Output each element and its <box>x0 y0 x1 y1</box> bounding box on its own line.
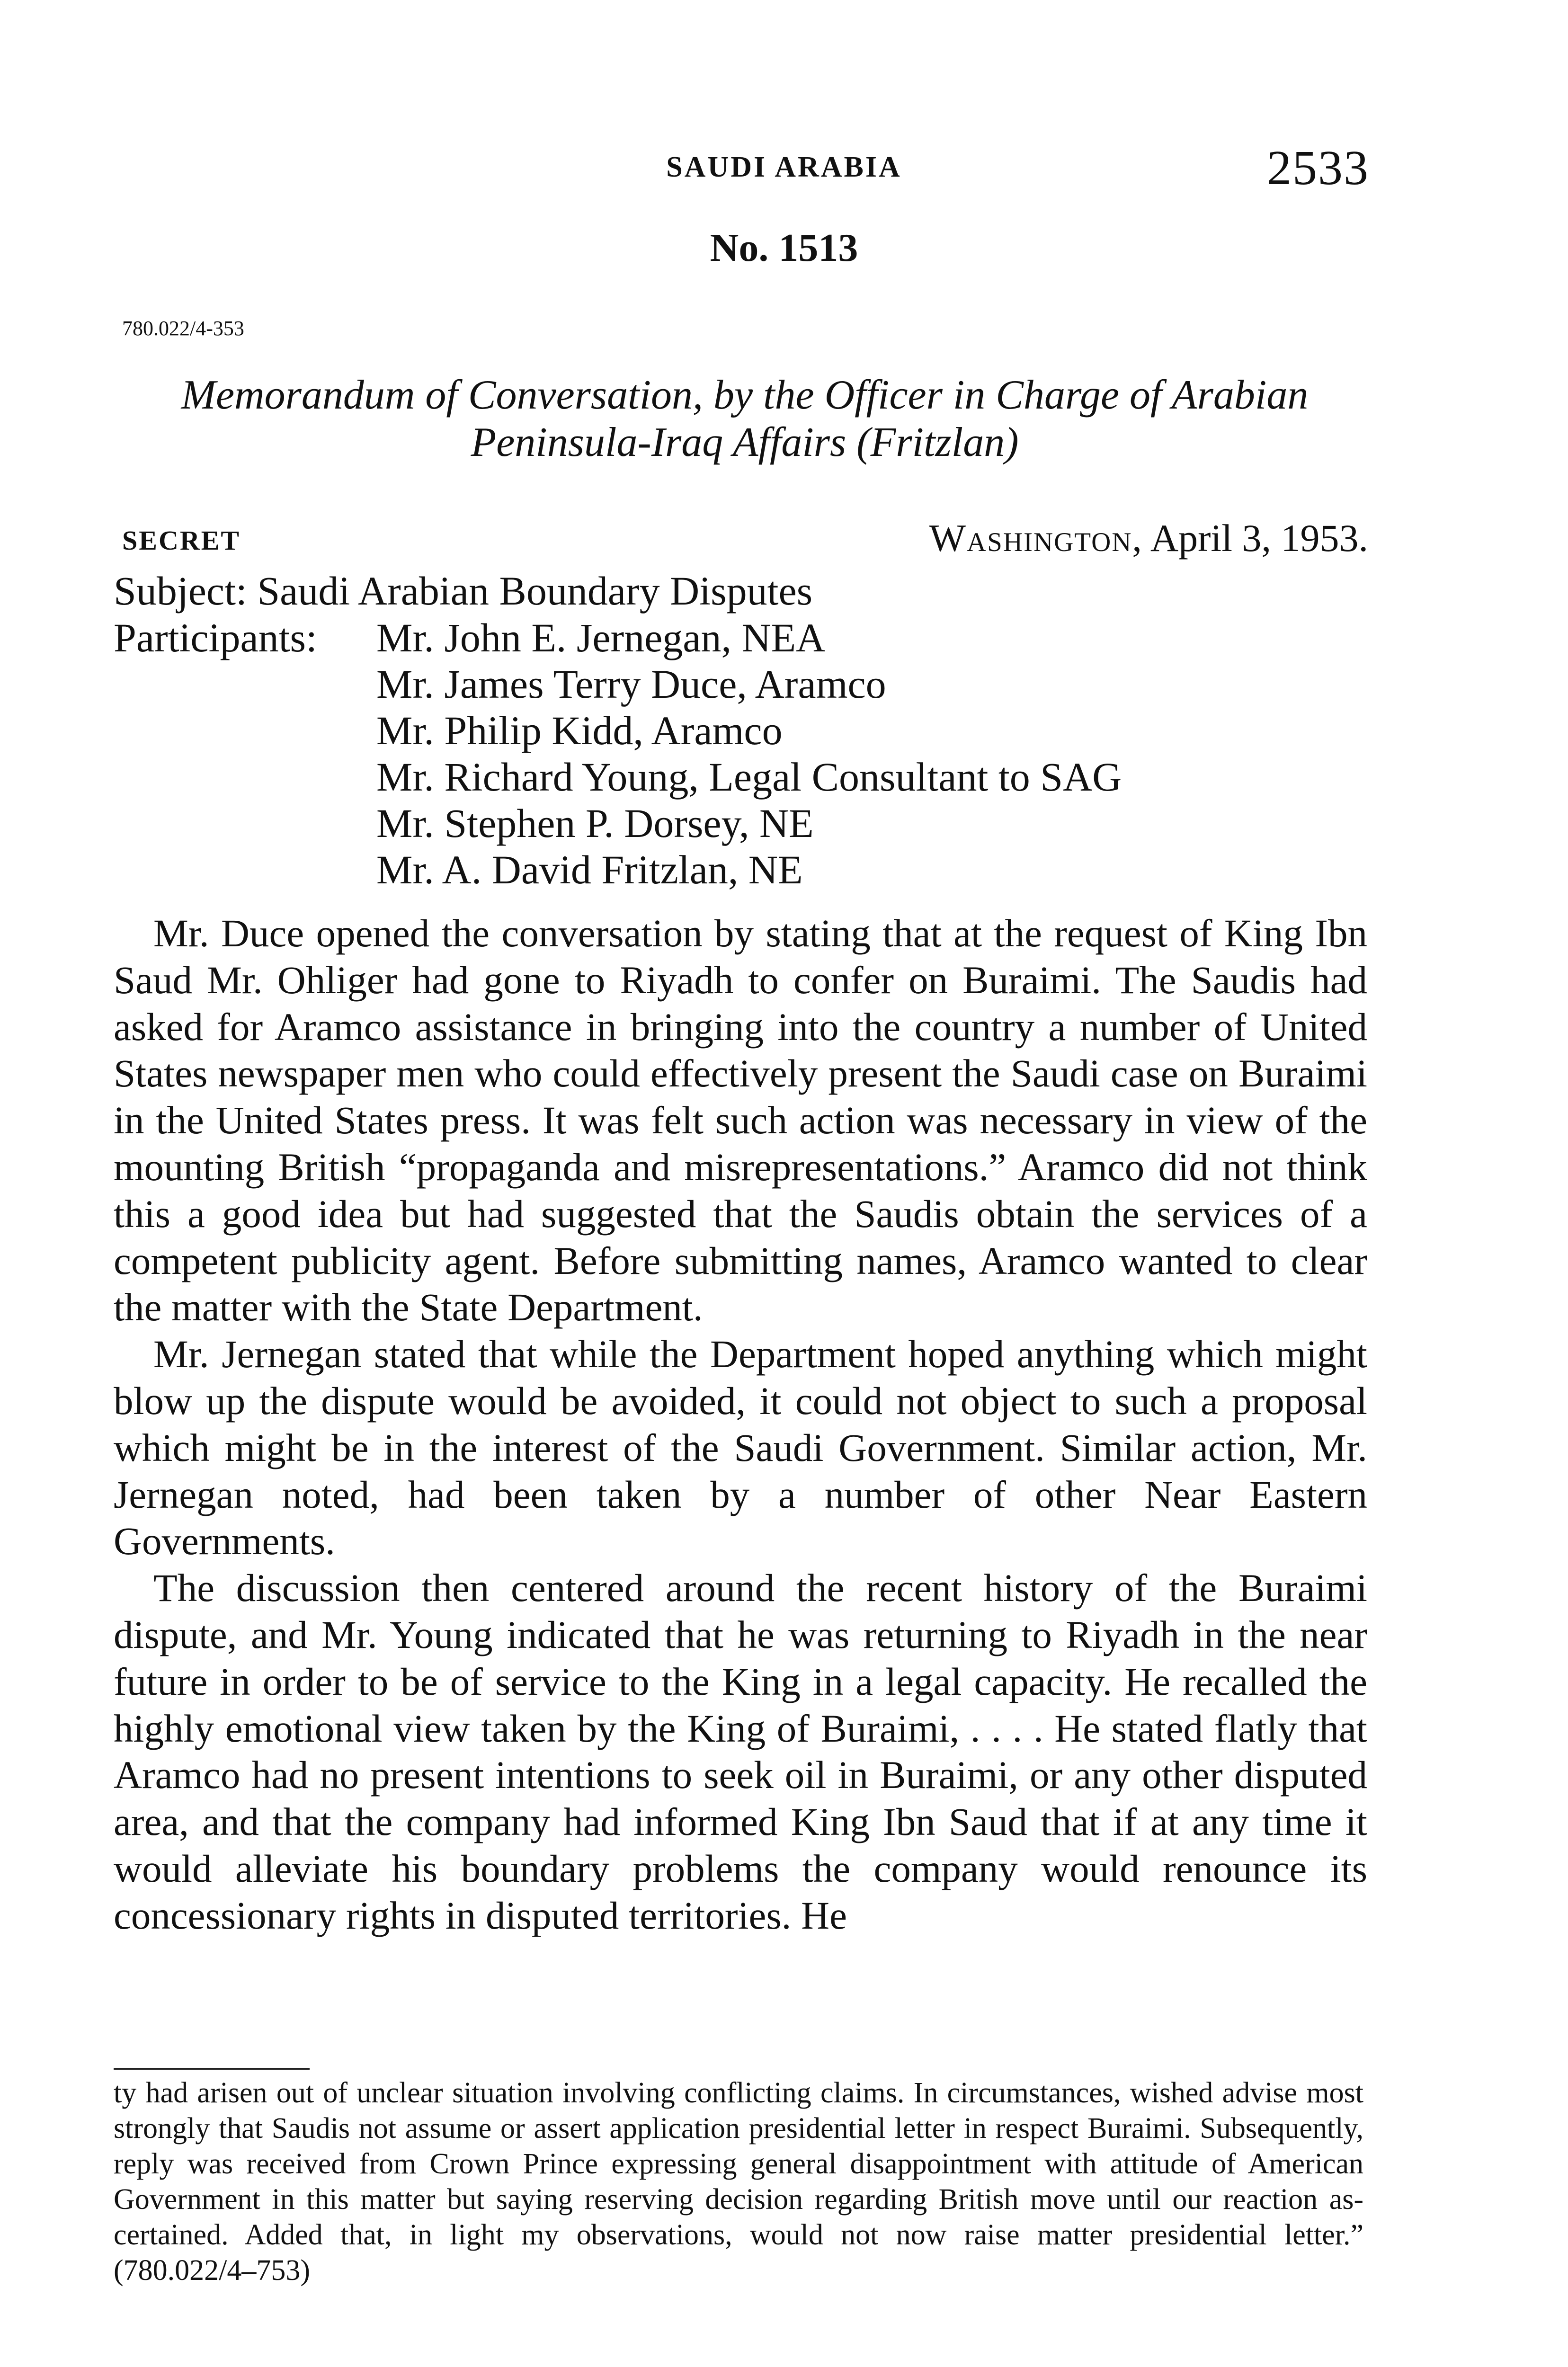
body-paragraph: Mr. Jernegan stated that while the Department hoped anything which might blow up the dispute would be avoided, it could not object to such a proposal which might be in the interest of the Saudi Government. Similar action, Mr. Jernegan noted, had been taken by a number of other Near Eastern Governments. <box>114 1332 1367 1563</box>
body-paragraph: The discussion then centered around the recent history of the Buraimi dispute, and Mr. Young indicated that he was returning to Riyadh in the near future in order to be of service to the King in a legal capacity. He recalled the highly emotional view taken by the King of Buraimi, . . . . He stated flatly that Aramco had no present intentions to seek oil in Buraimi, or any other disputed area, and that the company had informed King Ibn Saud that if at any time it would alleviate his boundary problems the company would renounce its concessionary rights in disputed territories. He <box>114 1566 1367 1937</box>
place: Washington, <box>929 516 1143 560</box>
participant: Mr. Richard Young, Legal Consultant to SAG <box>376 754 1122 800</box>
body-paragraph: Mr. Duce opened the conversation by stating that at the request of King Ibn Saud Mr. Ohliger had gone to Riyadh to confer on Buraimi. The Saudis had asked for Aramco assistance in bringing into the country a number of United States newspaper men who could effectively present the Saudi case on Buraimi in the United States press. It was felt such action was necessary in view of the mounting British “propaganda and misrepresentations.” Aramco did not think this a good idea but had suggested that the Saudis obtain the services of a competent publicity agent. Before submitting names, Aramco wanted to clear the matter with the State Department. <box>114 911 1367 1329</box>
document-title-line-2: Peninsula-Iraq Affairs (Fritzlan) <box>471 419 1019 465</box>
participant: Mr. Philip Kidd, Aramco <box>376 708 783 753</box>
page-number: 2533 <box>1267 141 1369 195</box>
footnote <box>114 2075 1363 2288</box>
document-title-line-1: Memorandum of Conversation, by the Officer in Charge of Arabian <box>181 372 1309 418</box>
participants-list <box>376 614 1122 893</box>
place-date-line <box>929 516 1368 561</box>
participant: Mr. Stephen P. Dorsey, NE <box>376 801 814 846</box>
participant: Mr. A. David Fritzlan, NE <box>376 847 803 892</box>
document-number: No. 1513 <box>710 226 858 270</box>
participant: Mr. James Terry Duce, Aramco <box>376 661 886 707</box>
participants-label: Participants: <box>114 615 317 660</box>
body-text <box>114 910 1367 1939</box>
file-number: 780.022/4-353 <box>122 317 244 340</box>
footnote-text: ty had arisen out of unclear situation involving conflicting claims. In circumstances, wished advise most strongly that Saudis not assume or assert application presidential letter in respect Buraimi. Subsequently, reply was received from Crown Prince expressing general disappointment with attitude of American Government in this matter but saying reserving decision regarding British move until our reaction ascertained. Added that, in light my observations, would not now raise matter presidential letter.” (780.022/4–753) <box>114 2077 1363 2287</box>
classification-marking: SECRET <box>122 525 241 556</box>
date: April 3, 1953. <box>1150 516 1368 560</box>
document-title <box>122 372 1367 466</box>
subject-line: Subject: Saudi Arabian Boundary Disputes <box>114 568 813 614</box>
footnote-divider <box>114 2068 310 2070</box>
running-head: SAUDI ARABIA <box>666 151 902 183</box>
participant: Mr. John E. Jernegan, NEA <box>376 615 826 660</box>
